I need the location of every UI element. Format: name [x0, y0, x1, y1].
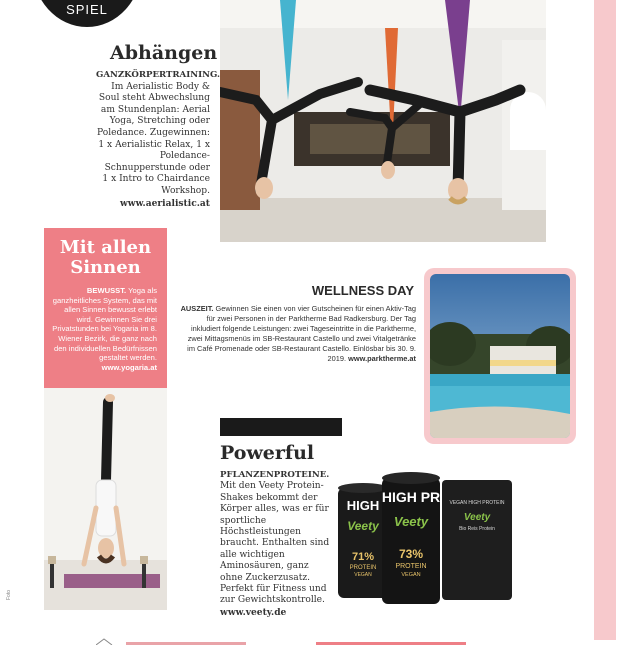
can1-protein: PROTEIN: [349, 565, 377, 571]
wellness-text: [178, 304, 416, 364]
powerful-body: Mit den Veety Protein-Shakes bekommt der Körper alles, was er für sportliche Höchstleistungen braucht. Enthalten sind alle wichtigen Aminosäuren, ganz ohne Zuckerzusatz. Perfekt für Fitness und zur Gewichtskontrolle.: [220, 481, 330, 606]
bottom-decorative-strip: [96, 632, 506, 640]
abhaengen-title: Abhängen: [110, 42, 218, 64]
wellness-link[interactable]: www.parktherme.at: [348, 354, 416, 363]
wellness-title: WELLNESS DAY: [311, 283, 414, 298]
can2-brand: HIGH PR: [381, 489, 441, 505]
powerful-text: [220, 470, 330, 619]
page-edge-strip: [594, 0, 616, 640]
abhaengen-body: Im Aerialistic Body & Soul steht Abwechslung am Stundenplan: Aerial Yoga, Stretching oder Poledance. Zugewinnen: 1 x Aerialistic Relax, 1 x Poledance-Schnupperstunde oder 1 x Intro to Chairdance Workshop.: [97, 81, 210, 196]
can1-logo: Veety: [347, 519, 379, 533]
powerful-title: Powerful: [220, 442, 315, 464]
veety-products: [336, 470, 516, 610]
wellness-body: Gewinnen Sie einen von vier Gutscheinen für einen Aktiv-Tag für zwei Personen in der Parktherme Bad Radkersburg. Der Tag inkludiert folgende Leistungen: zwei Tageseintritte in die Parktherme, zwei Mittagsmenüs im SB-Restaurant Castello und zwei Vitalgetränke im Café Promenade oder SB-Restaurant Castello. Einlösbar bis 30. 9. 2019.: [187, 304, 416, 363]
protein-bag: [442, 480, 512, 600]
black-accent-bar: [220, 418, 342, 436]
parktherme-photo: [430, 274, 570, 438]
powerful-kicker: PFLANZENPROTEINE.: [220, 470, 330, 480]
sinne-link[interactable]: www.yogaria.at: [101, 362, 157, 372]
powerful-link[interactable]: www.veety.de: [220, 606, 287, 618]
photo-credit: Foto: [6, 589, 12, 600]
sinne-title: Mit allen Sinnen: [59, 237, 152, 278]
sinne-text: [50, 286, 157, 372]
headstand-photo: [44, 388, 167, 610]
bag-logo: Veety: [463, 512, 491, 523]
bag-sublabel: Bio Reis Protein: [459, 526, 495, 532]
can2-logo: Veety: [393, 514, 429, 529]
can2-protein: PROTEIN: [395, 563, 427, 570]
can1-percent: 71%: [351, 551, 375, 563]
abhaengen-kicker: GANZKÖRPERTRAINING.: [96, 70, 220, 80]
wellness-kicker: AUSZEIT.: [180, 304, 214, 313]
badge-label: SPIEL: [66, 2, 108, 17]
sinne-kicker: BEWUSST.: [86, 286, 127, 295]
abhaengen-text: [96, 70, 220, 210]
can1-brand: HIGH: [346, 498, 380, 513]
section-badge: [32, 0, 142, 27]
sinne-box: [44, 228, 167, 388]
can2-percent: 73%: [398, 547, 424, 561]
sinne-body: Yoga als ganzheitliches System, das mit allen Sinnen bewusst erlebt wird. Gewinnen Sie drei Privatstunden bei Yogaria im 8. Wiener Bezirk, die ganz nach den individuellen Bedürfnissen gestaltet werden.: [52, 286, 157, 363]
can1-vegan: VEGAN: [354, 572, 372, 578]
bag-label: VEGAN HIGH PROTEIN: [449, 500, 505, 506]
abhaengen-link[interactable]: www.aerialistic.at: [119, 197, 210, 209]
aerial-yoga-photo: [220, 0, 546, 242]
can2-vegan: VEGAN: [401, 572, 421, 578]
